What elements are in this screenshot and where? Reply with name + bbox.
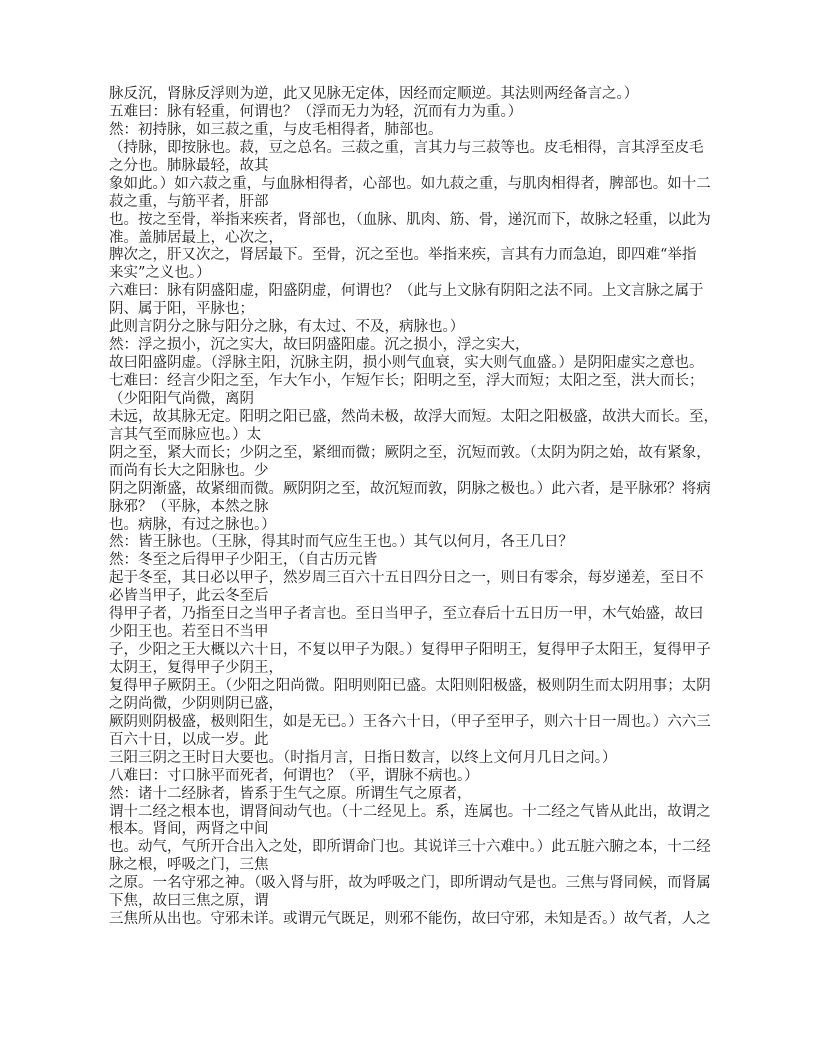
- text-line: 然：初持脉，如三菽之重，与皮毛相得者，肺部也。: [109, 121, 443, 138]
- text-line: 之分也。肺脉最轻，故其: [109, 157, 269, 174]
- text-line: 阴之阴渐盛，故紧细而微。厥阴阴之至，故沉短而敦，阴脉之极也。）此六者，是平脉邪？将病: [109, 480, 711, 497]
- text-line: 七难曰：经言少阳之至，乍大乍小，乍短乍长；阳明之至，浮大而短；太阳之至，洪大而长；: [109, 373, 704, 389]
- text-line: 脉反沉，肾脉反浮则为逆，此又见脉无定体，因经而定顺逆。其法则两经备言之。）: [109, 86, 639, 102]
- text-line: 得甲子者，乃指至日之当甲子者言也。至日当甲子，至立春后十五日历一甲，木气始盛，故曰: [109, 606, 704, 623]
- text-line: 脉邪？（平脉，本然之脉: [109, 498, 269, 515]
- text-line: 少阳王也。若至日不当甲: [109, 624, 269, 641]
- text-line: 象如此。）如六菽之重，与血脉相得者，心部也。如九菽之重，与肌肉相得者，脾部也。如十二: [109, 175, 711, 192]
- text-line: 五难曰：脉有轻重，何谓也？（浮而无力为轻，沉而有力为重。）: [109, 103, 523, 120]
- text-line: 而尚有长大之阳脉也。少: [109, 462, 269, 479]
- text-line: 菽之重，与筋平者，肝部: [109, 193, 269, 210]
- text-line: 下焦，故曰三焦之原，谓: [109, 893, 269, 910]
- text-line: [109, 929, 719, 947]
- text-line: 厥阴则阴极盛，极则阳生，如是无已。）王各六十日，（甲子至甲子，则六十日一周也。）六六三: [109, 713, 711, 730]
- text-line: （少阳阳气尚微，离阴: [109, 390, 254, 407]
- text-line: 脾次之，肝又次之，肾居最下。至骨，沉之至也。举指来疾，言其有力而急迫，即四难“举指: [109, 247, 697, 264]
- text-line: 来实”之义也。）: [109, 265, 211, 282]
- text-line: 也。病脉，有过之脉也。）: [109, 516, 276, 533]
- text-line: （持脉，即按脉也。菽，豆之总名。三菽之重，言其力与三菽等也。皮毛相得，言其浮至皮毛: [109, 139, 704, 156]
- text-line: 三焦所从出也。守邪未详。或谓元气既足，则邪不能伤，故曰守邪，未知是否。）故气者，人之: [109, 911, 711, 928]
- text-line: 太阴王，复得甲子少阴王，: [109, 660, 283, 676]
- text-line: 然：冬至之后得甲子少阳王，（自古历元皆: [109, 552, 378, 569]
- text-line: 阴之至，紧大而长；少阴之至，紧细而微；厥阴之至，沉短而敦。（太阴为阴之始，故有紧象，: [109, 444, 711, 461]
- text-line: 三阳三阴之王时日大要也。（时指月言，日指日数言，以终上文何月几日之问。）: [109, 749, 617, 766]
- text-line: 子，少阳之王大概以六十日，不复以甲子为限。）复得甲子阳明王，复得甲子太阳王，复得甲子: [109, 642, 711, 659]
- text-line: 根本。肾间，两肾之中间: [109, 821, 269, 838]
- text-line: 未远，故其脉无定。阳明之阳已盛，然尚未极，故浮大而短。太阳之阳极盛，故洪大而长。至，: [109, 408, 718, 425]
- text-line: 然：皆王脉也。（王脉，得其时而气应生王也。）其气以何月，各王几日？: [109, 534, 573, 551]
- text-line: 谓十二经之根本也，谓肾间动气也。（十二经见上。系，连属也。十二经之气皆从此出，故谓之: [109, 803, 711, 820]
- text-line: 六难曰：脉有阴盛阳虚，阳盛阴虚，何谓也？（此与上文脉有阴阳之法不同。上文言脉之属于: [109, 283, 704, 300]
- text-line: 也。动气，气所开合出入之处，即所谓命门也。其说详三十六难中。）此五脏六腑之本，十二经: [109, 839, 711, 856]
- text-line: 然：浮之损小，沉之实大，故曰阴盛阳虚。沉之损小，浮之实大，: [109, 337, 530, 354]
- text-line: 故曰阳盛阴虚。（浮脉主阳，沉脉主阴，损小则气血衰，实大则气血盛。）是阴阳虚实之意也。: [109, 355, 704, 372]
- text-line: 此则言阴分之脉与阳分之脉，有太过、不及，病脉也。）: [109, 319, 465, 336]
- document-page: [109, 86, 719, 947]
- text-line: 准。盖肺居最上，心次之，: [109, 229, 283, 246]
- text-line: 之阴尚微，少阴则阴已盛，: [109, 695, 283, 712]
- text-line: 然：诸十二经脉者，皆系于生气之原。所谓生气之原者，: [109, 785, 472, 802]
- text-line: 必皆当甲子，此云冬至后: [109, 588, 269, 605]
- text-line: 复得甲子厥阴王。（少阳之阳尚微。阳明则阳已盛。太阳则阳极盛，极则阴生而太阴用事；太阴: [109, 677, 711, 694]
- text-line: 也。按之至骨，举指来疾者，肾部也，（血脉、肌肉、筋、骨，递沉而下，故脉之轻重，以此为: [109, 211, 711, 228]
- text-line: 百六十日，以成一岁。此: [109, 731, 269, 748]
- text-line: 八难曰：寸口脉平而死者，何谓也？（平，谓脉不病也。）: [109, 767, 479, 784]
- text-line: 起于冬至，其日必以甲子，然岁周三百六十五日四分日之一，则日有零余，每岁递差，至日不: [109, 570, 704, 587]
- text-line: 言其气至而脉应也。）太: [109, 426, 262, 443]
- text-line: 之原。一名守邪之神。（吸入肾与肝，故为呼吸之门，即所谓动气是也。三焦与肾同候，而肾属: [109, 875, 711, 892]
- text-line: 阴、属于阳，平脉也；: [109, 301, 254, 318]
- text-line: 脉之根，呼吸之门，三焦: [109, 857, 269, 874]
